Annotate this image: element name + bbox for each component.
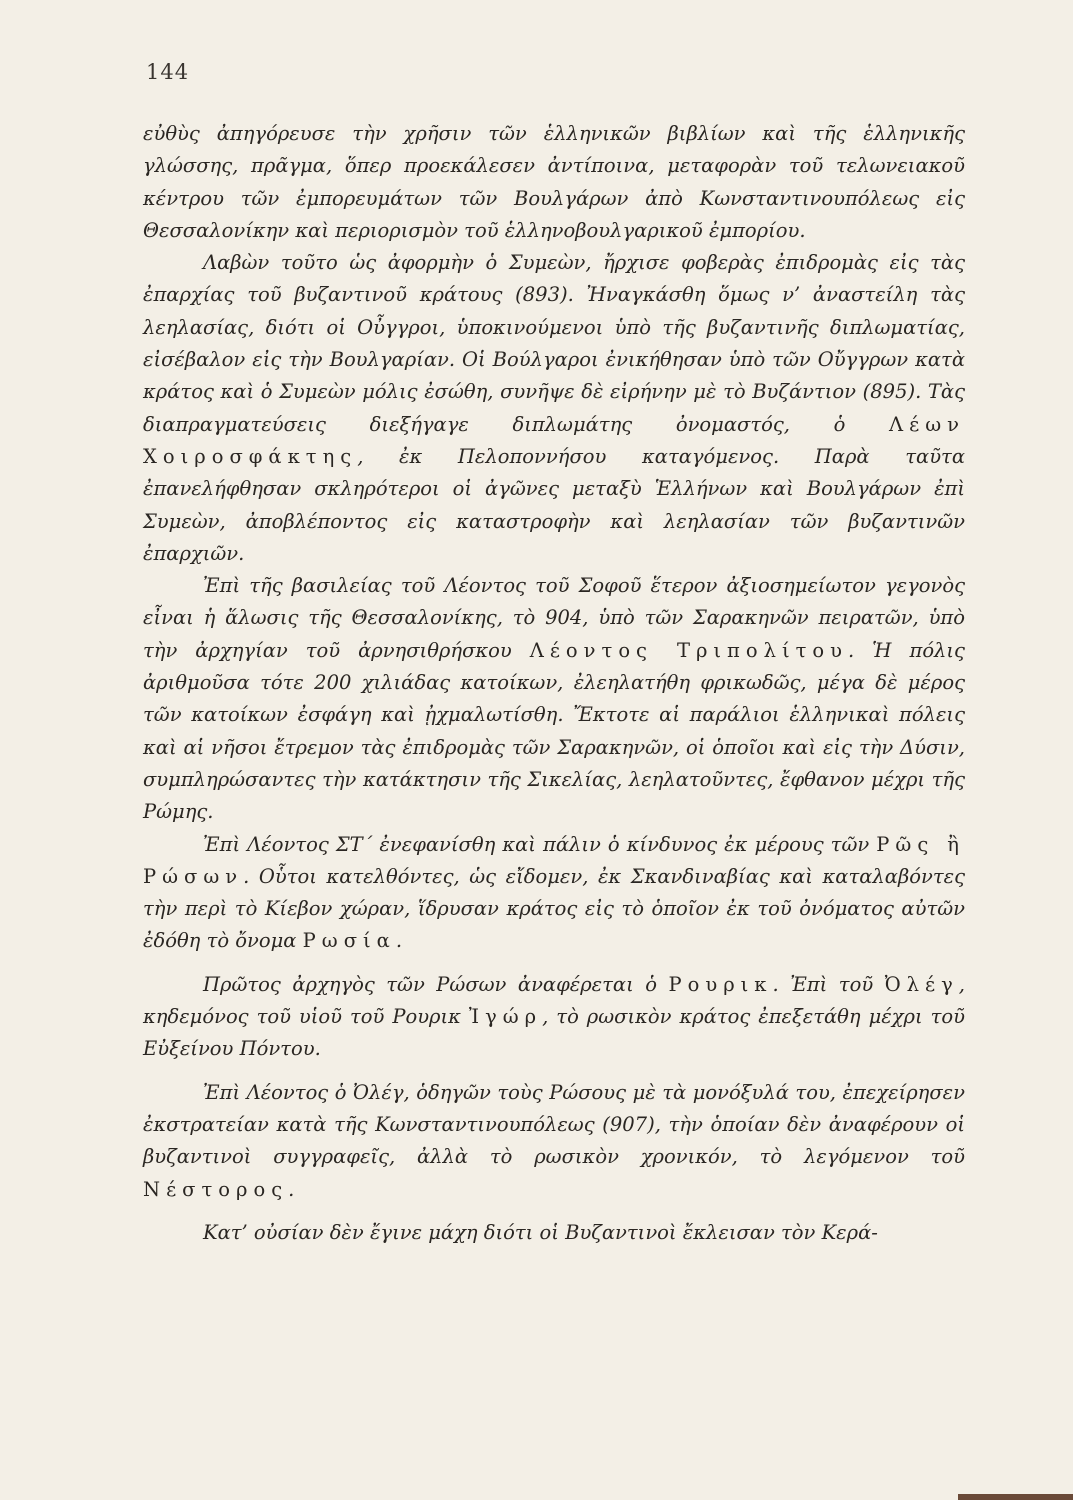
text-run: Ἐπὶ τῆς βασιλείας τοῦ Λέοντος τοῦ Σοφοῦ ἕτερον ἀξιοσημείωτον γεγονὸς εἶναι ἡ ἅλωσις τῆς Θεσσαλονίκης, τὸ 904, ὑπὸ τῶν Σαρακηνῶν πειρατῶν, ὑπὸ τὴν ἀρχηγίαν τοῦ ἀρνησιθρήσκου — [143, 574, 965, 662]
spaced-name: Ὀλέγ — [884, 972, 959, 996]
text-run: , τὸ ρωσικὸν κράτος ἐπεξετάθη μέχρι τοῦ Εὐξείνου Πόντου. — [143, 1005, 965, 1061]
spaced-name: Ρουρικ — [668, 972, 773, 996]
text-run: Πρῶτος ἀρχηγὸς τῶν Ρώσων ἀναφέρεται ὁ — [203, 972, 669, 996]
text-run: Λαβὼν τοῦτο ὡς ἀφορμὴν ὁ Συμεὼν, ἤρχισε φοβερὰς ἐπιδρομὰς εἰς τὰς ἐπαρχίας τοῦ βυζαντινοῦ κράτους (893). Ἠναγκάσθη ὅμως ν’ ἀναστείλη τὰς λεηλασίας, διότι οἱ Οὖγγροι, ὑποκινούμενοι ὑπὸ τῆς βυζαντινῆς διπλωματίας, εἰσέβαλον εἰς τὴν Βουλγαρίαν. Οἱ Βούλγαροι ἐνικήθησαν ὑπὸ τῶν Οὔγγρων κατὰ κράτος καὶ ὁ Συμεὼν μόλις ἐσώθη, συνῆψε δὲ εἰρήνην μὲ τὸ Βυζάντιον (895). Τὰς διαπραγματεύσεις διεξήγαγε διπλωμάτης ὀνομαστός, ὁ — [143, 251, 965, 436]
paragraph — [143, 118, 965, 247]
text-run: , κηδεμόνος τοῦ υἱοῦ τοῦ Ρουρικ — [143, 972, 965, 1029]
paragraph — [143, 247, 965, 570]
paragraph — [143, 829, 965, 958]
page-number: 144 — [146, 60, 190, 84]
spaced-name: Ἰγώρ — [468, 1005, 543, 1029]
text-run: Κατ’ οὐσίαν δὲν ἔγινε μάχη διότι οἱ Βυζαντινοὶ ἔκλεισαν τὸν Κερά- — [203, 1220, 878, 1244]
paragraph — [143, 969, 965, 1066]
spaced-name: Λέων Χοιροσφάκτης — [143, 412, 965, 468]
spaced-name: Ρῶς ἢ Ρώσων — [143, 832, 965, 888]
paragraph — [143, 570, 965, 828]
paragraph — [143, 1077, 965, 1206]
text-run: . — [395, 929, 403, 953]
text-run: . Ἐπὶ τοῦ — [772, 972, 885, 996]
paragraph — [143, 1217, 965, 1249]
text-run: . Ἡ πόλις ἀριθμοῦσα τότε 200 χιλιάδας κατοίκων, ἐλεηλατήθη φρικωδῶς, μέγα δὲ μέρος τῶν κατοίκων ἐσφάγη καὶ ᾐχμαλωτίσθη. Ἔκτοτε αἱ παράλιοι ἑλληνικαὶ πόλεις καὶ αἱ νῆσοι ἔτρεμον τὰς ἐπιδρομὰς τῶν Σαρακηνῶν, οἱ ὁποῖοι καὶ εἰς τὴν Δύσιν, συμπληρώσαντες τὴν κατάκτησιν τῆς Σικελίας, λεηλατοῦντες, ἔφθανον μέχρι τῆς Ρώμης. — [143, 638, 965, 824]
text-run: . Οὗτοι κατελθόντες, ὡς εἴδομεν, ἐκ Σκανδιναβίας καὶ καταλαβόντες τὴν περὶ τὸ Κίεβον χώραν, ἵδρυσαν κράτος εἰς τὸ ὁποῖον ἐκ τοῦ ὀνόματος αὐτῶν ἐδόθη τὸ ὄνομα — [143, 864, 965, 953]
text-run: εὐθὺς ἀπηγόρευσε τὴν χρῆσιν τῶν ἑλληνικῶν βιβλίων καὶ τῆς ἑλληνικῆς γλώσσης, πρᾶγμα, ὅπερ προεκάλεσεν ἀντίποινα, μεταφορὰν τοῦ τελωνειακοῦ κέντρου τῶν ἐμπορευμάτων τῶν Βουλγάρων ἀπὸ Κωνσταντινουπόλεως εἰς Θεσσαλονίκην καὶ περιορισμὸν τοῦ ἑλληνοβουλγαρικοῦ ἐμπορίου. — [143, 122, 965, 242]
text-run: Ἐπὶ Λέοντος ὁ Ὀλέγ, ὁδηγῶν τοὺς Ρώσους μὲ τὰ μονόξυλά του, ἐπεχείρησεν ἐκστρατείαν κατὰ τῆς Κωνσταντινουπόλεως (907), τὴν ὁποίαν δὲν ἀναφέρουν οἱ βυζαντινοὶ συγγραφεῖς, ἀλλὰ τὸ ρωσικὸν χρονικόν, τὸ λεγόμενον τοῦ — [143, 1080, 965, 1169]
spaced-name: Ρωσία — [302, 929, 396, 953]
spaced-name: Νέστορος — [143, 1177, 289, 1201]
text-run: Ἐπὶ Λέοντος ΣΤ΄ ἐνεφανίσθη καὶ πάλιν ὁ κίνδυνος ἐκ μέρους τῶν — [203, 832, 877, 856]
body-text — [143, 118, 965, 1249]
scan-edge-mark — [958, 1494, 1073, 1500]
spaced-name: Λέοντος Τριπολίτου — [529, 638, 849, 662]
text-run: , ἐκ Πελοποννήσου καταγόμενος. Παρὰ ταῦτα ἐπανελήφθησαν σκληρότεροι οἱ ἀγῶνες μεταξὺ Ἑλλήνων καὶ Βουλγάρων ἐπὶ Συμεὼν, ἀποβλέποντος εἰς καταστροφὴν καὶ λεηλασίαν τῶν βυζαντινῶν ἐπαρχιῶν. — [143, 444, 965, 565]
text-run: . — [288, 1177, 295, 1201]
